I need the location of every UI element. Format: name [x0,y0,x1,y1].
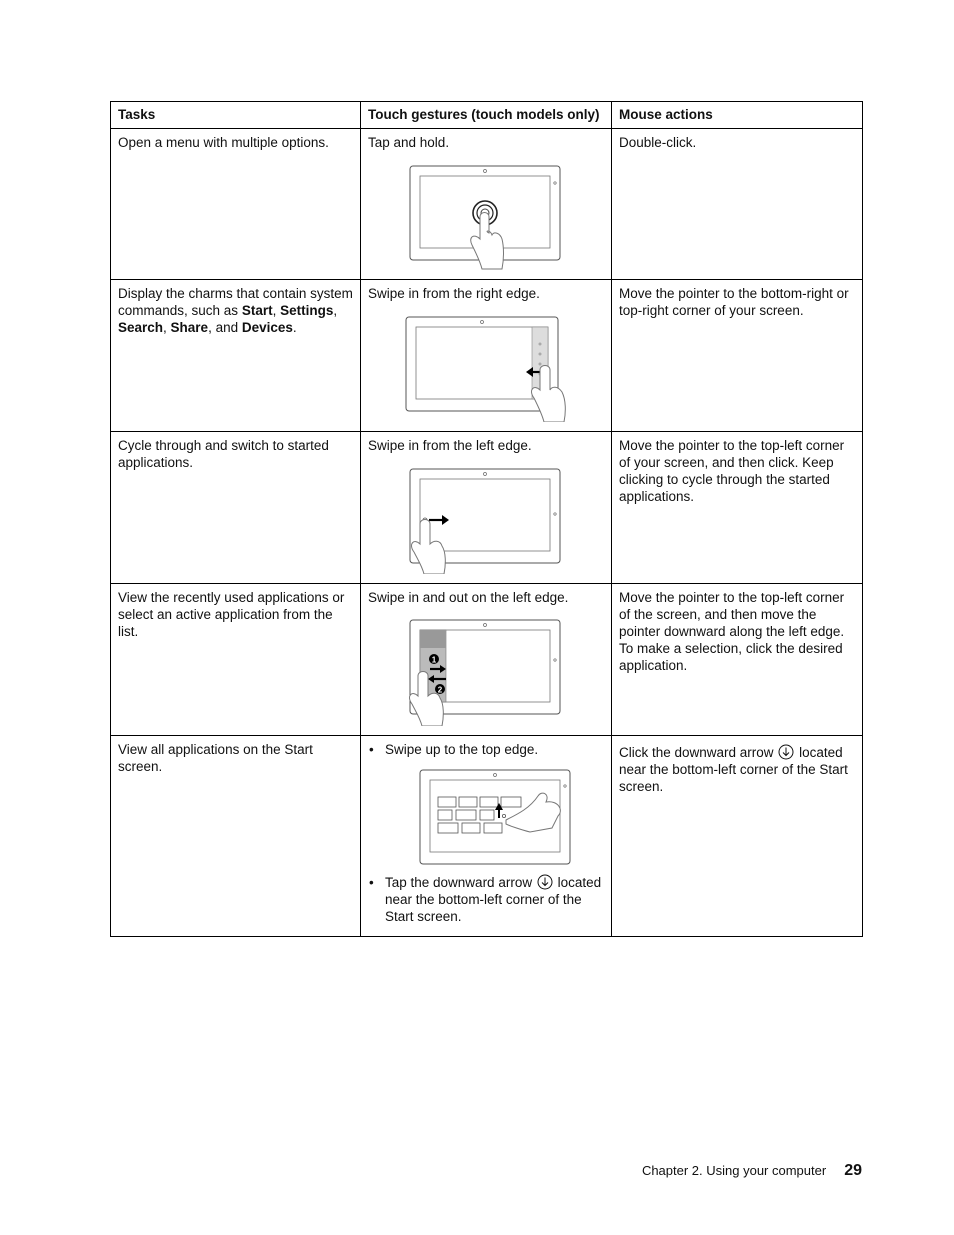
swipe-up-start-screen-illustration [368,766,608,866]
table-row [111,584,863,736]
touch-bullet: • Tap the downward arrow located near the bottom-left corner of the Start screen. [368,874,604,925]
touch-cell [361,736,612,937]
page-footer [642,1162,862,1180]
mouse-cell: Move the pointer to the top-left corner of the screen, and then move the pointer downward along the left edge. To make a selection, click the desired application. [612,584,863,736]
touch-cell [361,129,612,280]
task-cell: Open a menu with multiple options. [111,129,361,280]
table-header-row [111,102,863,129]
touch-cell [361,432,612,584]
mouse-cell: Move the pointer to the top-left corner of your screen, and then click. Keep clicking to cycle through the started applications. [612,432,863,584]
circled-down-arrow-icon [778,744,794,760]
charm-start: Start [241,303,273,318]
task-cell: View all applications on the Start screen. [111,736,361,937]
mouse-cell: Click the downward arrow located near the bottom-left corner of the Start screen. [612,736,863,937]
table-row [111,432,863,584]
table-row [111,129,863,280]
callout-1: 1 [431,655,437,665]
swipe-in-out-left-edge-illustration [368,616,608,726]
swipe-right-edge-illustration [368,312,608,422]
circled-down-arrow-icon [537,874,553,890]
task-cell: Display the charms that contain system commands, such as Start, Settings, Search, Share, and Devices. [111,280,361,432]
swipe-left-edge-illustration [368,464,608,574]
header-mouse-actions: Mouse actions [612,102,863,129]
charm-settings: Settings [280,303,334,318]
touch-text: Swipe in and out on the left edge. [368,590,569,605]
task-cell: View the recently used applications or select an active application from the list. [111,584,361,736]
touch-text: Swipe in from the right edge. [368,286,540,301]
touch-text: Swipe in from the left edge. [368,438,532,453]
table-row [111,280,863,432]
charm-devices: Devices [241,320,293,335]
tap-and-hold-illustration [368,161,608,271]
touch-bullet: • Swipe up to the top edge. [368,741,604,758]
mouse-cell: Double-click. [612,129,863,280]
charm-search: Search [118,320,164,335]
charm-share: Share [170,320,209,335]
table-row [111,736,863,937]
page-number: 29 [844,1162,862,1179]
header-touch-gestures: Touch gestures (touch models only) [361,102,612,129]
touch-cell [361,584,612,736]
mouse-cell: Move the pointer to the bottom-right or top-right corner of your screen. [612,280,863,432]
callout-2: 2 [437,685,443,695]
task-cell: Cycle through and switch to started applications. [111,432,361,584]
chapter-title: Chapter 2. Using your computer [641,1163,827,1178]
header-tasks: Tasks [111,102,361,129]
touch-cell [361,280,612,432]
touch-text: Tap and hold. [368,135,450,150]
gestures-table [110,101,863,937]
